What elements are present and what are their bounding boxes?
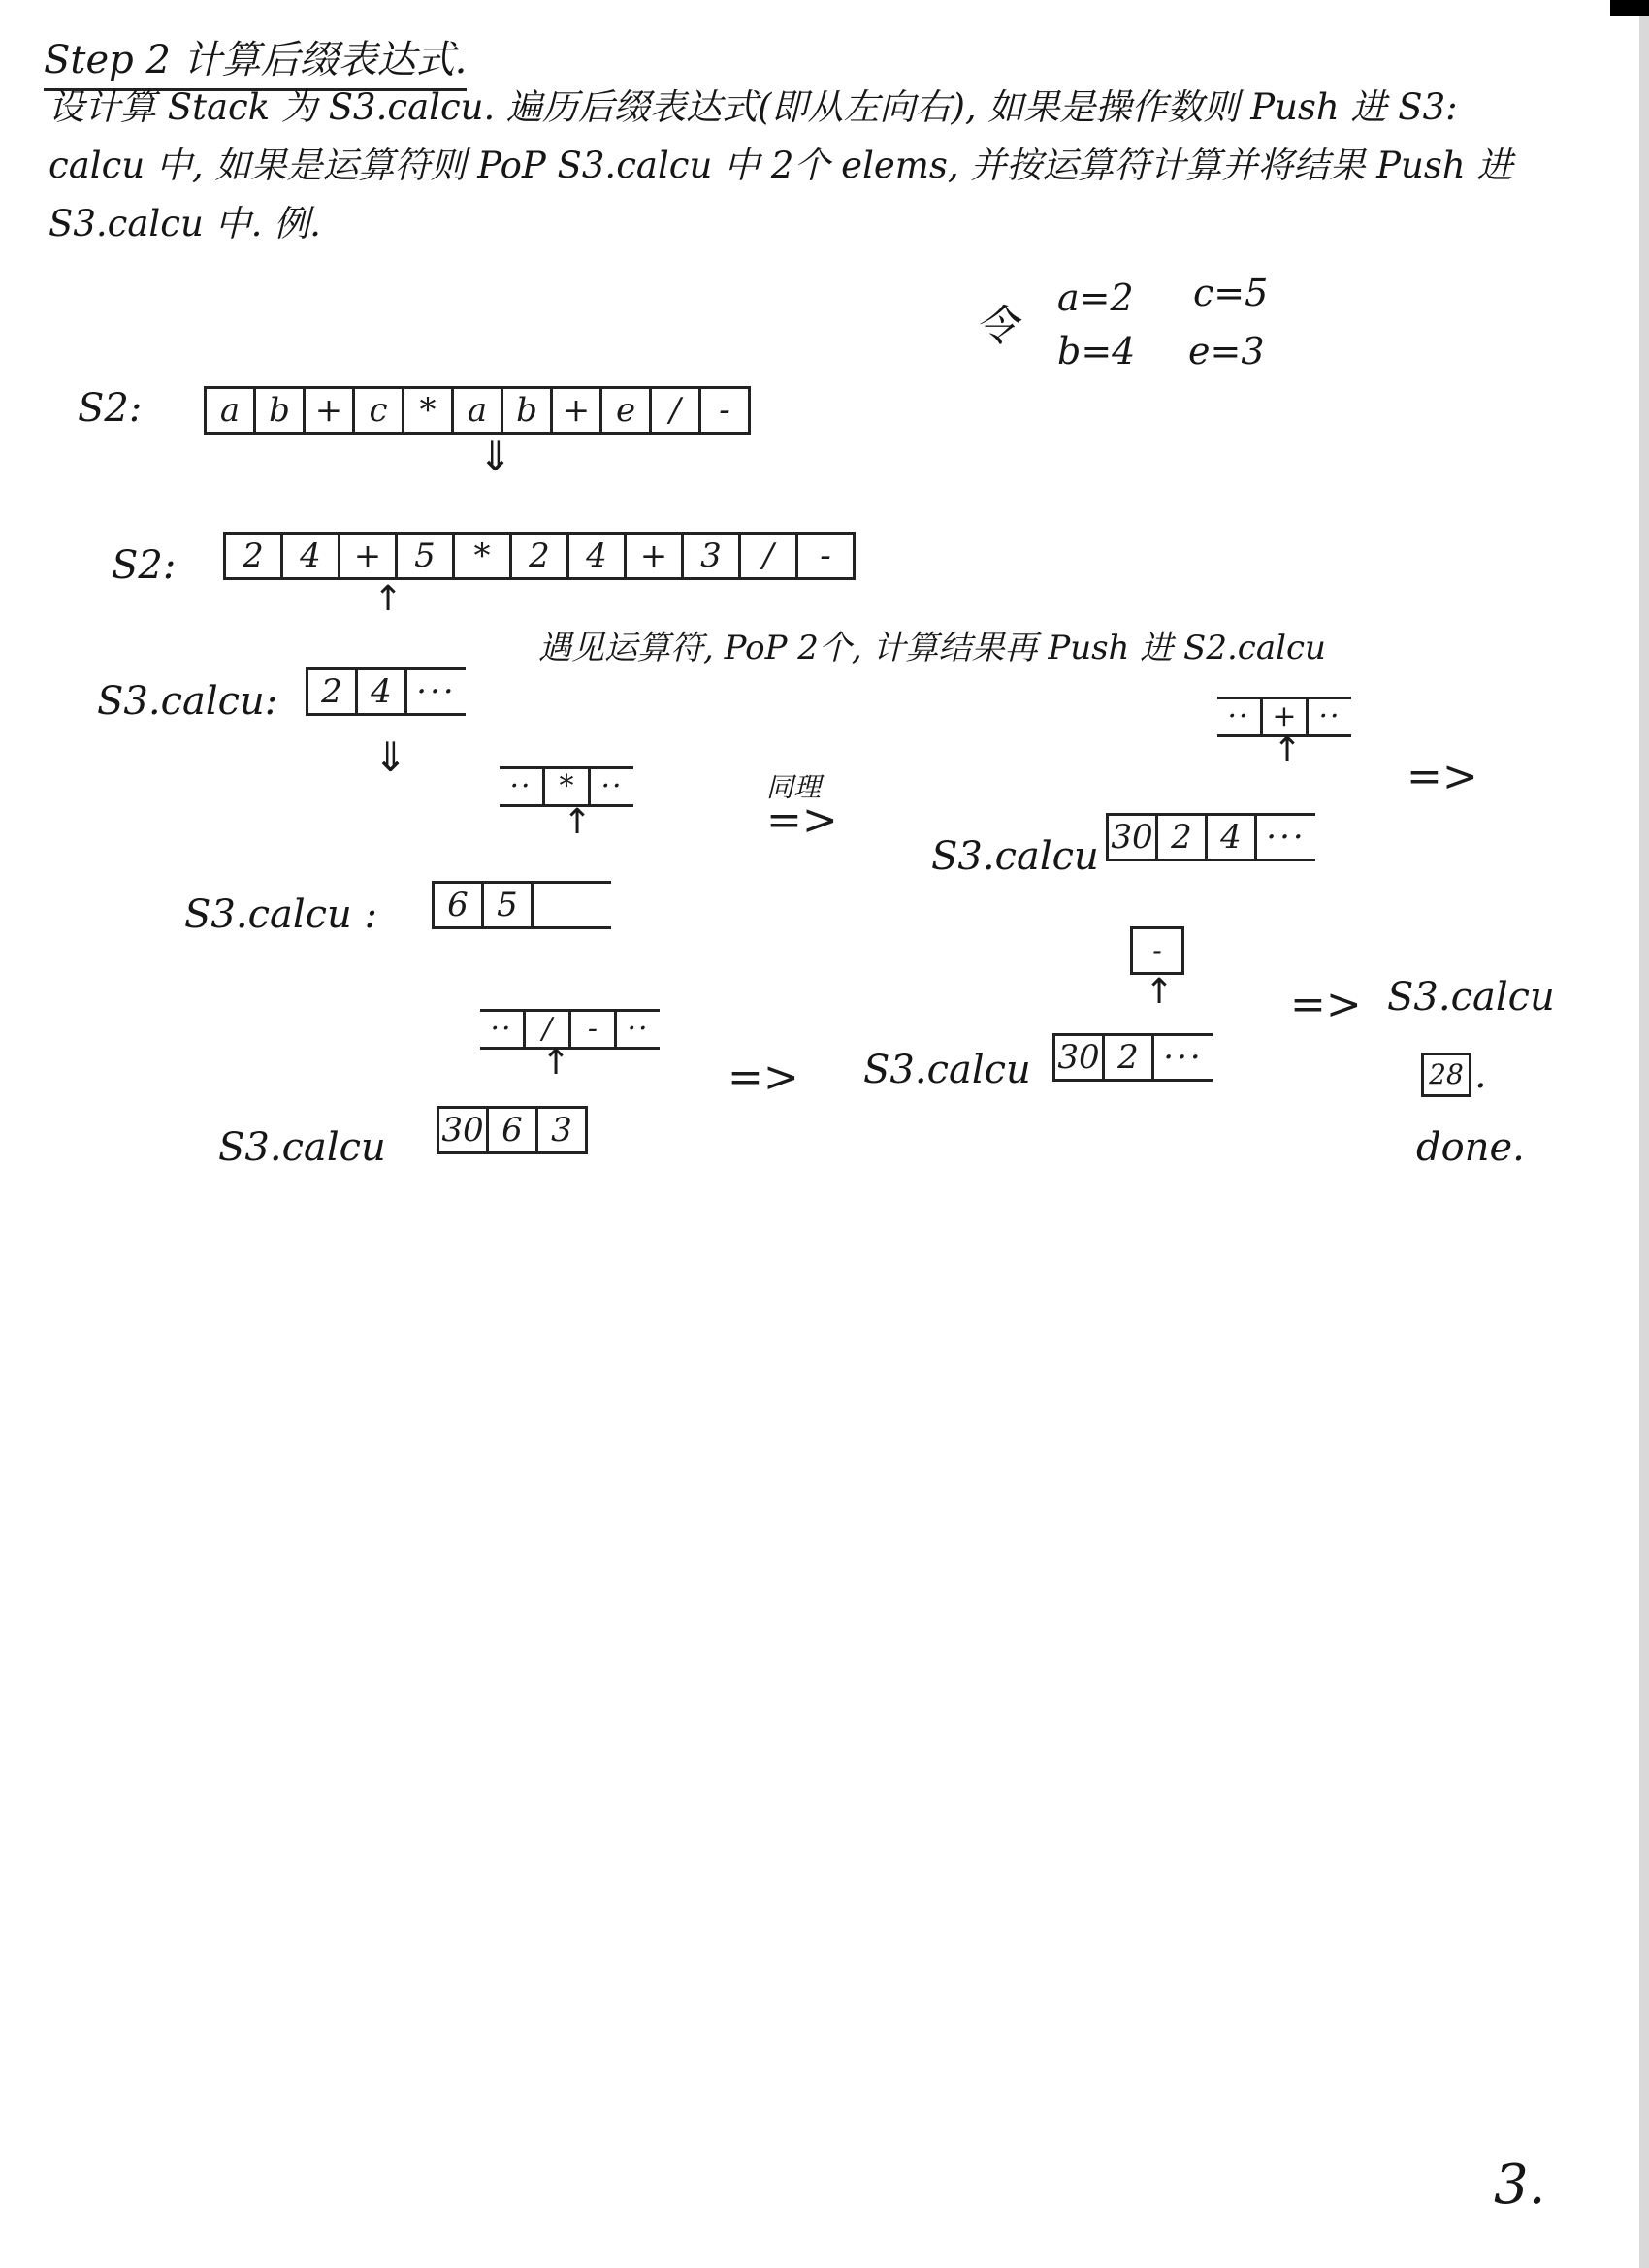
paragraph-line-1: 设计算 Stack 为 S3.calcu. 遍历后缀表达式(即从左向右), 如果是操作数则 Push 进 S3: (48, 86, 1458, 128)
calc-label-after-multiply: S3.calcu : (184, 892, 377, 937)
s2-cell: a (207, 389, 256, 432)
s2-numeric-array (223, 532, 856, 580)
stack-cell: 2 (1105, 1036, 1154, 1079)
fragment-dots: ·· (627, 1012, 650, 1046)
s2-num-cell: 5 (398, 535, 455, 577)
s2-cell: / (652, 389, 701, 432)
stack-cell: 2 (1158, 816, 1208, 859)
fragment-dots: ·· (600, 769, 624, 803)
s2-num-cell: 4 (283, 535, 340, 577)
stack-cell: 5 (484, 884, 534, 926)
s2-cell: * (404, 389, 454, 432)
fragment-operator: / (526, 1012, 571, 1047)
implies-after-divide: => (728, 1053, 799, 1102)
fragment-dots: ·· (500, 769, 545, 804)
page-number: 3. (1494, 2154, 1546, 2217)
variable-e: e=3 (1188, 330, 1265, 373)
s2-label-symbolic: S2: (78, 386, 143, 431)
final-result-box: 28 (1421, 1053, 1471, 1097)
operator-note: 遇见运算符, PoP 2个, 计算结果再 Push 进 S2.calcu (538, 629, 1326, 667)
divide-pointer-arrow: ↑ (541, 1043, 571, 1083)
stack-cell: 30 (1055, 1036, 1105, 1079)
stack-cell: 3 (538, 1109, 588, 1151)
s2-num-cell: 2 (512, 535, 569, 577)
calc-stack-before-minus (1052, 1033, 1212, 1082)
paragraph-line-3: S3.calcu 中. 例. (48, 203, 321, 244)
calc-label-after-plus: S3.calcu (931, 834, 1099, 879)
implies-final: => (1290, 980, 1362, 1029)
calc-stack-initial (306, 667, 466, 716)
s2-symbolic-array (204, 386, 751, 435)
stack-ellipsis: ··· (1163, 1038, 1204, 1077)
s2-cell: - (701, 389, 751, 432)
stack-ellipsis: ··· (1266, 818, 1307, 857)
stack-cell: 2 (308, 670, 358, 713)
fragment-dots: ·· (480, 1012, 526, 1047)
variable-c: c=5 (1193, 272, 1269, 314)
calc-stack-after-plus (1106, 813, 1315, 861)
page-heading: Step 2 计算后缀表达式. (44, 29, 467, 91)
stack-cell: 4 (1208, 816, 1257, 859)
s2-fragment-multiply (500, 766, 633, 807)
let-symbol: 令 (975, 302, 1018, 351)
s2-num-cell: 2 (226, 535, 283, 577)
s2-num-cell: - (798, 535, 856, 577)
same-logic-implies: => (766, 795, 838, 845)
s2-num-cell: 3 (684, 535, 741, 577)
stack-cell: 4 (358, 670, 407, 713)
plus-pointer-arrow: ↑ (1273, 730, 1303, 770)
final-result-period: . (1474, 1053, 1487, 1097)
implies-after-plus: => (1406, 752, 1478, 801)
calc-stack-after-multiply (432, 881, 611, 929)
calc-label-before-minus: S3.calcu (863, 1048, 1031, 1092)
variable-a: a=2 (1057, 276, 1134, 319)
s2-cell: a (454, 389, 503, 432)
calc-label-final: S3.calcu (1387, 975, 1555, 1020)
stack-cell: 30 (1109, 816, 1158, 859)
fragment-dots: ·· (1318, 699, 1342, 733)
calc-stack-before-divide (436, 1106, 588, 1154)
fragment-operator: + (1263, 699, 1309, 734)
calc-label-initial: S3.calcu: (97, 679, 278, 724)
s2-label-numeric: S2: (112, 543, 177, 588)
s2-num-cell: 4 (569, 535, 627, 577)
fragment-operator: - (571, 1012, 617, 1047)
s2-cell: b (503, 389, 553, 432)
page-right-edge (1639, 0, 1649, 2268)
same-logic-note: 同理 (766, 771, 822, 803)
s2-cell: + (306, 389, 355, 432)
fragment-dots: ·· (1217, 699, 1263, 734)
s2-pointer-arrow: ↑ (373, 579, 404, 619)
minus-pointer-arrow: ↑ (1145, 972, 1175, 1012)
fragment-operator: * (545, 769, 591, 804)
s2-cell: c (355, 389, 404, 432)
stack-ellipsis: ··· (416, 672, 457, 711)
s2-num-cell: + (627, 535, 684, 577)
done-label: done. (1416, 1125, 1525, 1170)
s2-cell: b (256, 389, 306, 432)
s2-cell: e (602, 389, 652, 432)
minus-operator-box: - (1130, 926, 1184, 975)
convert-down-arrow: ⇓ (478, 433, 513, 480)
paragraph-line-2: calcu 中, 如果是运算符则 PoP S3.calcu 中 2个 elems, 并按运算符计算并将结果 Push 进 (48, 145, 1513, 186)
calc-label-before-divide: S3.calcu (218, 1125, 386, 1170)
stack-cell: 30 (439, 1109, 489, 1151)
s2-num-cell: / (741, 535, 798, 577)
s2-num-cell: * (455, 535, 512, 577)
stack-tail (534, 884, 611, 926)
scan-corner-mark (1610, 0, 1649, 16)
stack-down-arrow: ⇓ (373, 733, 408, 781)
stack-cell: 6 (489, 1109, 538, 1151)
variable-b: b=4 (1057, 330, 1136, 373)
s2-num-cell: + (340, 535, 398, 577)
s2-cell: + (553, 389, 602, 432)
multiply-pointer-arrow: ↑ (563, 802, 593, 842)
stack-cell: 6 (435, 884, 484, 926)
